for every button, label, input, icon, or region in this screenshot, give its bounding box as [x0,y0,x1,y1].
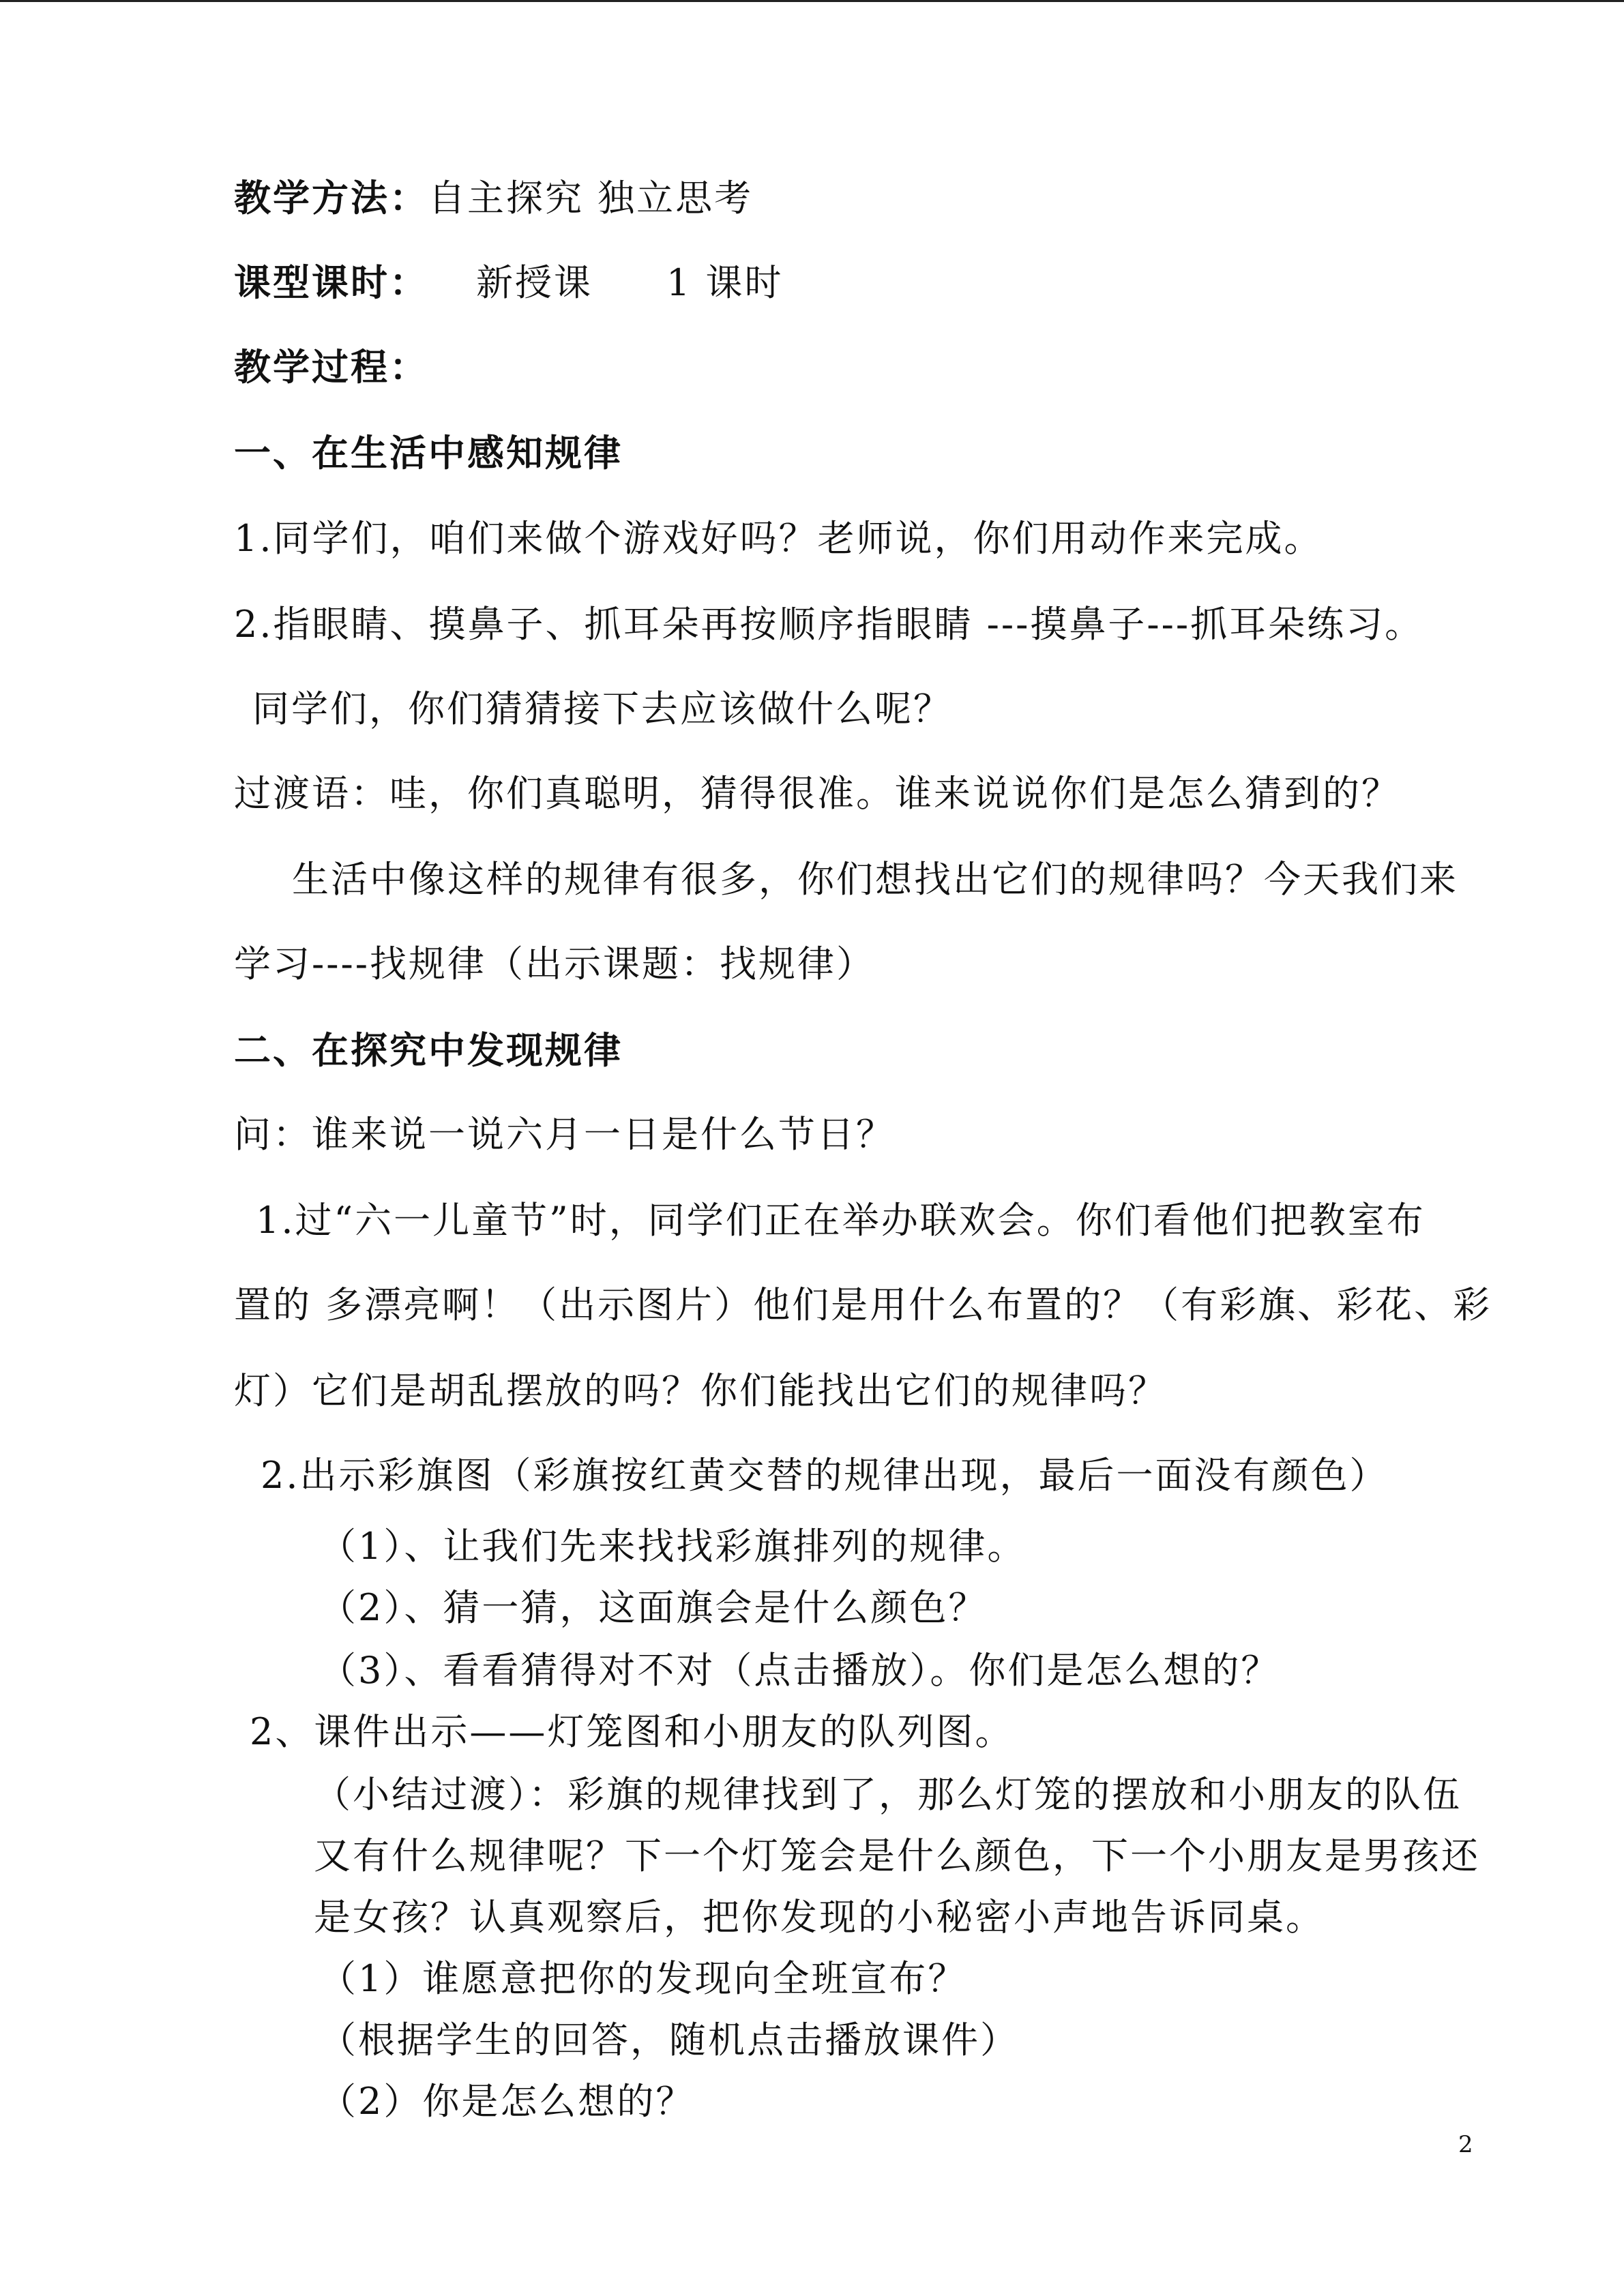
teaching-method-label: 教学方法： [234,176,428,220]
section2-line: 问：谁来说一说六月一日是什么节日？ [234,1113,895,1156]
lesson-hours-value: 1 课时 [666,261,784,304]
section1-line: 2.指眼睛、摸鼻子、抓耳朵再按顺序指眼睛 ---摸鼻子---抓耳朵练习。 [234,603,1424,646]
section2-line: 1.过“六一儿童节”时，同学们正在举办联欢会。你们看他们把教室布 [256,1199,1426,1242]
section1-title: 一、在生活中感知规律 [234,431,623,475]
section2-line: 又有什么规律呢？下一个灯笼会是什么颜色，下一个小朋友是男孩还 [314,1834,1480,1877]
teaching-method-line [234,176,753,220]
section2-line: 置的 多漂亮啊！（出示图片）他们是用什么布置的？（有彩旗、彩花、彩 [234,1283,1492,1326]
section1-line: 过渡语：哇，你们真聪明，猜得很准。谁来说说你们是怎么猜到的？ [234,772,1400,815]
section2-line: 2、课件出示——灯笼图和小朋友的队列图。 [250,1710,1014,1753]
section2-line: 是女孩？认真观察后，把你发现的小秘密小声地告诉同桌。 [314,1896,1325,1939]
section1-line: 同学们，你们猜猜接下去应该做什么呢？ [252,687,952,730]
section2-line: （小结过渡）：彩旗的规律找到了，那么灯笼的摆放和小朋友的队伍 [314,1773,1462,1816]
teaching-method-value: 自主探究 独立思考 [428,177,754,220]
section2-line: （1）谁愿意把你的发现向全班宣布？ [319,1957,967,2000]
lesson-type-line [234,260,784,305]
section2-line: 灯）它们是胡乱摆放的吗？你们能找出它们的规律吗？ [234,1369,1167,1412]
section2-line: （2）你是怎么想的？ [319,2080,695,2123]
section2-line: （3）、看看猜得对不对（点击播放）。你们是怎么想的？ [319,1649,1280,1692]
section1-line: 生活中像这样的规律有很多，你们想找出它们的规律吗？今天我们来 [292,858,1458,901]
section2-title: 二、在探究中发现规律 [234,1028,623,1072]
section2-line: 2.出示彩旗图（彩旗按红黄交替的规律出现，最后一面没有颜色） [261,1454,1389,1497]
page-top-border [0,0,1624,2]
section1-line: 学习----找规律（出示课题：找规律） [234,942,875,985]
section1-line: 1.同学们，咱们来做个游戏好吗？老师说，你们用动作来完成。 [234,517,1323,560]
lesson-type-value: 新授课 [476,261,593,304]
page-number: 2 [1458,2131,1473,2158]
section2-line: （根据学生的回答，随机点击播放课件） [319,2018,1019,2061]
lesson-type-label: 课型课时： [234,260,428,304]
section2-line: （1）、让我们先来找找彩旗排列的规律。 [319,1525,1027,1568]
section2-line: （2）、猜一猜，这面旗会是什么颜色？ [319,1586,988,1629]
teaching-process-label: 教学过程： [234,345,428,389]
